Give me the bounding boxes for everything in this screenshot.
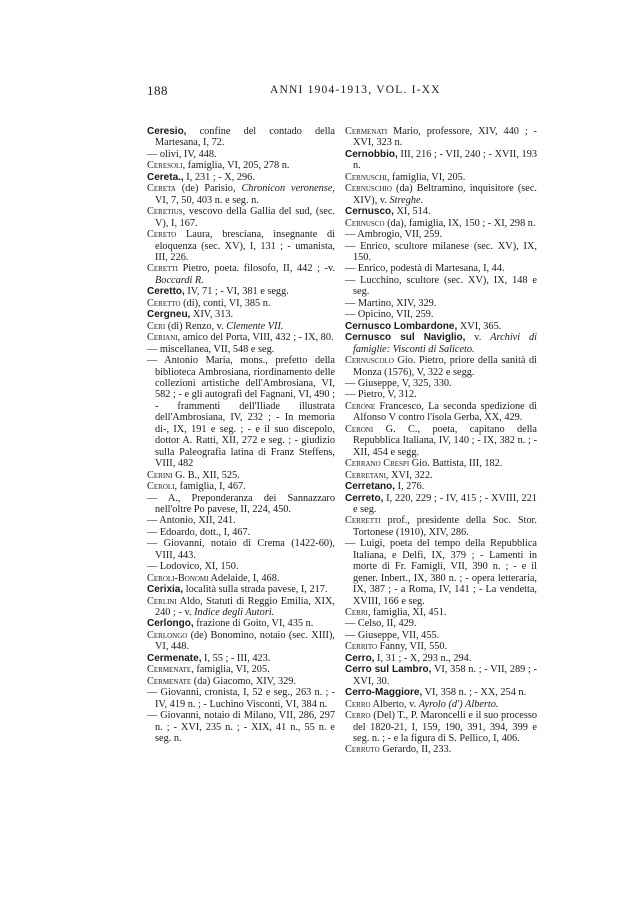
index-entry	[345, 493, 537, 516]
entry-text: — Lucchino, scultore (sec. XV), IX, 148 e seg.	[345, 274, 537, 298]
entry-text: Gerardo, II, 233.	[379, 744, 452, 756]
index-entry	[147, 527, 335, 538]
entry-headword: Ceretto,	[147, 286, 185, 298]
index-entry	[147, 596, 335, 619]
entry-text: — Celso, II, 429.	[345, 618, 417, 630]
entry-name: Ceresoli,	[147, 160, 186, 172]
index-entry	[147, 470, 335, 481]
index-entry	[345, 641, 537, 652]
entry-text: I, 31 ; - X, 293 n., 294.	[374, 652, 472, 664]
index-entry	[345, 298, 537, 309]
entry-text: amico del Porta, VIII, 432 ; - IX, 80.	[180, 332, 334, 344]
index-entry	[147, 172, 335, 183]
index-entry	[345, 241, 537, 264]
entry-name: Ceroli,	[147, 481, 178, 493]
entry-text: (da), famiglia, IX, 150 ; - XI, 298 n.	[384, 217, 536, 229]
entry-name: Cernuscolo	[345, 355, 394, 367]
entry-text: (Del) T., P. Maroncelli e il suo processo del 1820-21, I, 159, 190, 391, 394, 399 e seg. n. ; - e la figura di S. Pellico, I, 406.	[353, 710, 537, 745]
index-entry	[345, 263, 537, 274]
entry-text: Laura, bresciana, insegnante di eloquenza (sec. XV), I, 131 ; - umanista, III, 226.	[155, 229, 335, 263]
entry-name: Ceri	[147, 320, 166, 332]
entry-text: I, 276.	[395, 481, 425, 493]
entry-text: — Giuseppe, V, 325, 330.	[345, 377, 452, 389]
index-entry	[345, 229, 537, 240]
entry-name: Cereta	[147, 183, 176, 195]
entry-text: VI, 7, 50, 403 n. e seg. n.	[155, 194, 259, 206]
entry-name: Cernuschio	[345, 183, 392, 195]
entry-text: (de) Bonomino, notaio (sec. XIII), VI, 448.	[155, 629, 335, 653]
entry-title: Indice degli Autori.	[194, 607, 275, 619]
index-entry	[147, 561, 335, 572]
entry-text: — Giovanni, notaio di Crema (1422-60), VIII, 443.	[147, 538, 335, 561]
index-entry	[147, 126, 335, 149]
entry-text: G. B., XII, 525.	[172, 469, 240, 481]
entry-text: (di) Renzo, v.	[165, 320, 227, 332]
entry-name: Cerro	[345, 698, 371, 710]
entry-text: — Lodovico, XI, 150.	[147, 561, 239, 573]
index-entry	[147, 332, 335, 343]
entry-text: XI, 514.	[393, 206, 431, 218]
entry-text: — Enrico, podestà di Martesana, I, 44.	[345, 263, 505, 275]
entry-title: Ayrolo (d') Alberto.	[418, 698, 499, 710]
index-entry	[147, 710, 335, 744]
index-entry	[147, 573, 335, 584]
entry-name: Ceroli-Bonomi	[147, 572, 209, 584]
index-entry	[345, 172, 537, 183]
entry-name: Cernusco	[345, 217, 385, 229]
index-entry	[345, 515, 537, 538]
entry-headword: Cernusco Lombardone,	[345, 320, 458, 332]
entry-headword: Cerixia,	[147, 584, 184, 596]
entry-text: Mario, professore, XIV, 440 ; - XVI, 323 n.	[353, 126, 537, 149]
index-entry	[345, 275, 537, 298]
entry-text: frazione di Goito, VI, 435 n.	[193, 618, 314, 630]
entry-name: Cerruto	[345, 744, 380, 756]
entry-text: I, 231 ; - X, 296.	[183, 171, 255, 183]
index-entry	[345, 149, 537, 172]
entry-text: famiglia, I, 467.	[177, 481, 246, 493]
index-entry	[345, 710, 537, 744]
entry-name: Cerlini	[147, 595, 177, 607]
index-entry	[147, 286, 335, 297]
entry-text: VI, 358 n. ; - XX, 254 n.	[422, 687, 527, 699]
index-entry	[147, 664, 335, 675]
entry-text: Gio. Battista, III, 182.	[409, 458, 503, 470]
entry-text: G. C., poeta, capitano della Repubblica Italiana, IV, 140 ; - IX, 382 n. ; - XII, 454 e segg.	[353, 423, 537, 458]
entry-title: Clemente VII.	[226, 320, 284, 332]
index-entry	[345, 355, 537, 378]
index-entry	[345, 618, 537, 629]
entry-name: Cermenate	[147, 675, 192, 687]
index-entry	[345, 206, 537, 217]
entry-title: Archivi di famiglie: Visconti di Saliceto.	[353, 332, 537, 355]
entry-text: — Antonio Maria, mons., prefetto della biblioteca Ambrosiana, riordinamento delle collezioni artistiche dell'Ambrosiana, VI, 582 ; - e gli autografi del Fagnani, VI, 490 ; - frammenti dell'Iliade illustrata dell'Ambrosiana, IV, 232 ; - In memoria di-, IX, 191 e seg. ; - e il suo discepolo, dottor A. Ratti, XII, 272 e seg. ; - giudizio sulla Paleografia latina di Franz Steffens, VIII, 482	[147, 355, 335, 470]
index-entry	[345, 664, 537, 687]
entry-text: III, 216 ; - VII, 240 ; - XVII, 193 n.	[353, 148, 537, 172]
entry-text: prof., presidente della Soc. Stor. Tortonese (1910), XIV, 286.	[353, 515, 537, 538]
entry-title: Boccardi R.	[155, 274, 204, 286]
entry-headword: Cerro-Maggiore,	[345, 687, 423, 699]
entry-text: Aldo, Statuti di Reggio Emilia, XIX, 240 ; - v.	[155, 595, 335, 619]
index-entry	[147, 149, 335, 160]
index-column-right	[345, 126, 537, 756]
entry-headword: Cerro,	[345, 652, 375, 664]
entry-headword: Cerlongo,	[147, 618, 194, 630]
entry-text: — Giovanni, cronista, I, 52 e seg., 263 n. ; - IV, 419 n. ; - Luchino Visconti, VI, 384 n.	[147, 687, 335, 710]
entry-text: I, 55 ; - III, 423.	[201, 652, 271, 664]
entry-text: — Giovanni, notaio di Milano, VII, 286, 297 n. ; - XVI, 235 n. ; - XIX, 41 n., 55 n. e seg. n.	[147, 710, 335, 745]
entry-name: Cereto	[147, 229, 177, 241]
index-entry	[345, 309, 537, 320]
entry-name: Cerro	[345, 710, 371, 722]
entry-text: — olivi, IV, 448.	[147, 148, 217, 160]
entry-text: XIV, 313.	[190, 309, 234, 321]
entry-text: — Enrico, scultore milanese (sec. XV), IX, 150.	[345, 240, 537, 263]
entry-headword: Cermenate,	[147, 652, 202, 664]
entry-name: Cerretani,	[345, 469, 389, 481]
index-entry	[345, 687, 537, 698]
entry-name: Ceretius,	[147, 206, 186, 218]
index-entry	[147, 309, 335, 320]
index-entry	[147, 653, 335, 664]
index-entry	[147, 229, 335, 263]
entry-text: (de) Parisio,	[175, 183, 242, 195]
entry-name: Cerlongo	[147, 629, 188, 641]
entry-name: Ceretto	[147, 297, 181, 309]
entry-name: Ceroni	[345, 423, 374, 435]
entry-text: — Opicino, VII, 259.	[345, 309, 434, 321]
entry-name: Ceriani,	[147, 332, 181, 344]
entry-text: VI, 358 n. ; - VII, 289 ; - XVI, 30.	[353, 664, 537, 687]
entry-headword: Cerretano,	[345, 481, 396, 493]
entry-name: Cerri,	[345, 607, 371, 619]
index-entry	[345, 653, 537, 664]
entry-text: famiglia, VI, 205.	[389, 171, 466, 183]
entry-text: — A., Preponderanza dei Sannazzaro nell'oltre Po pavese, II, 224, 450.	[147, 492, 335, 515]
entry-headword: Cereta.,	[147, 171, 184, 183]
index-entry	[345, 538, 537, 607]
entry-text: I, 220, 229 ; - IV, 415 ; - XVIII, 221 e seg.	[353, 492, 537, 515]
running-head: ANNI 1904-1913, VOL. I-XX	[270, 84, 441, 96]
index-entry	[345, 458, 537, 469]
entry-name: Cermenati	[345, 126, 388, 137]
index-entry	[147, 344, 335, 355]
entry-name: Cermenate,	[147, 664, 194, 676]
entry-text: Alberto, v.	[370, 698, 419, 710]
entry-text: v.	[465, 332, 491, 344]
index-entry	[345, 424, 537, 458]
entry-name: Cerrano Crespi	[345, 458, 410, 470]
entry-name: Cerrito	[345, 641, 378, 653]
index-column-left	[147, 126, 335, 744]
entry-text: famiglia, XI, 451.	[370, 607, 447, 619]
index-entry	[147, 160, 335, 171]
entry-title: Chronicon veronense,	[241, 183, 335, 195]
entry-text: — Luigi, poeta del tempo della Repubblica Italiana, e Delfi, IX, 379 ; - Lamenti in morte di Fr. Famigli, VII, 390 n. ; - e il gener. Inbert., IX, 380 n. ; - opera letteraria, IX, 387 ; - a Roma, IV, 141 ; - La vendetta, XVIII, 166 e seg.	[345, 538, 537, 607]
entry-text: vescovo della Gallia del sud, (sec. V), I, 167.	[155, 206, 335, 229]
entry-text: — Edoardo, dott., I, 467.	[147, 526, 251, 538]
index-entry	[147, 183, 335, 206]
index-entry	[345, 183, 537, 206]
index-entry	[147, 584, 335, 595]
index-entry	[345, 378, 537, 389]
entry-text: Francesco, La seconda spedizione di Alfonso V contro l'isola Gerba, XX, 429.	[353, 400, 537, 424]
index-entry	[147, 206, 335, 229]
entry-text: Adelaide, I, 468.	[208, 572, 280, 584]
entry-text: Pietro, poeta. filosofo, II, 442 ; -v.	[177, 263, 335, 275]
entry-name: Cerretti	[345, 515, 381, 527]
index-entry	[345, 401, 537, 424]
entry-text: — Pietro, V, 312.	[345, 389, 417, 401]
index-entry	[147, 321, 335, 332]
index-entry	[345, 481, 537, 492]
entry-text: (di), conti, VI, 385 n.	[180, 297, 271, 309]
entry-text: — Antonio, XII, 241.	[147, 515, 236, 527]
index-entry	[345, 699, 537, 710]
index-entry	[345, 218, 537, 229]
entry-text: — miscellanea, VII, 548 e seg.	[147, 343, 275, 355]
index-entry	[147, 298, 335, 309]
entry-text: Gio. Pietro, priore della sanità di Monza (1576), V, 322 e segg.	[353, 355, 537, 378]
entry-text: XVI, 322.	[388, 469, 433, 481]
index-entry	[345, 630, 537, 641]
entry-text: XVI, 365.	[457, 320, 502, 332]
index-entry	[345, 321, 537, 332]
index-entry	[345, 332, 537, 355]
entry-name: Cernuschi,	[345, 171, 390, 183]
entry-text: — Giuseppe, VII, 455.	[345, 629, 440, 641]
entry-headword: Cernusco sul Naviglio,	[345, 332, 466, 344]
entry-text: IV, 71 ; - VI, 381 e segg.	[184, 286, 289, 298]
index-entry	[147, 515, 335, 526]
index-entry	[345, 744, 537, 755]
index-entry	[345, 126, 537, 149]
entry-text: — Martino, XIV, 329.	[345, 297, 437, 309]
entry-headword: Cergneu,	[147, 309, 191, 321]
entry-headword: Cerreto,	[345, 492, 384, 504]
index-entry	[147, 493, 335, 516]
entry-headword: Cernusco,	[345, 206, 394, 218]
entry-text: (da) Giacomo, XIV, 329.	[191, 675, 296, 687]
entry-text: — Ambrogio, VII, 259.	[345, 229, 443, 241]
index-entry	[147, 618, 335, 629]
entry-title: Streghe.	[389, 194, 424, 206]
entry-text: famiglia, VI, 205, 278 n.	[185, 160, 290, 172]
entry-text: famiglia, VI, 205.	[193, 664, 270, 676]
index-entry	[345, 607, 537, 618]
entry-name: Ceretti	[147, 263, 178, 275]
entry-headword: Cerro sul Lambro,	[345, 664, 432, 676]
entry-text: confine del contado della Martesana, I, 72.	[155, 126, 335, 149]
index-entry	[147, 687, 335, 710]
entry-name: Cerone	[345, 400, 376, 412]
index-entry	[345, 389, 537, 400]
index-entry	[147, 676, 335, 687]
entry-name: Cerini	[147, 469, 173, 481]
index-entry	[147, 481, 335, 492]
entry-headword: Cernobbio,	[345, 148, 398, 160]
index-entry	[147, 355, 335, 470]
entry-headword: Ceresio,	[147, 126, 187, 137]
index-entry	[147, 263, 335, 286]
index-entry	[345, 470, 537, 481]
index-entry	[147, 538, 335, 561]
page-number: 188	[147, 83, 168, 98]
entry-text: Fanny, VII, 550.	[377, 641, 448, 653]
entry-text: (da) Beltramino, inquisitore (sec. XIV), v.	[353, 183, 537, 206]
entry-text: località sulla strada pavese, I, 217.	[183, 584, 328, 596]
index-entry	[147, 630, 335, 653]
